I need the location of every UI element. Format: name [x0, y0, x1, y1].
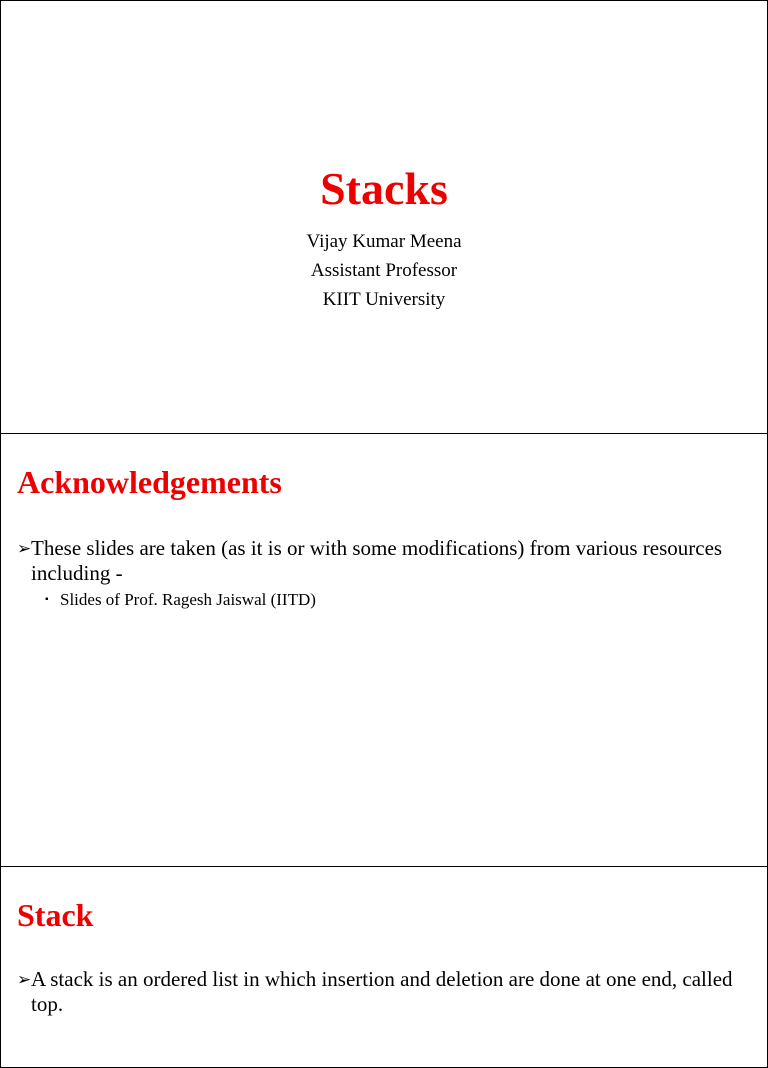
- slide-title: Stacks: [320, 163, 448, 214]
- arrow-bullet-icon: ➢: [17, 970, 32, 989]
- bullet-text: A stack is an ordered list in which insertion and deletion are done at one end, called top.: [31, 967, 733, 1016]
- acknowledgements-slide: [0, 433, 768, 867]
- list-item: [17, 967, 751, 1017]
- sub-bullet-text: Slides of Prof. Ragesh Jaiswal (IITD): [60, 590, 316, 609]
- list-item: [17, 536, 751, 611]
- author-affiliation: KIIT University: [322, 289, 446, 310]
- bullet-list: [17, 967, 751, 1017]
- title-slide: [0, 0, 768, 434]
- author-info: [1, 227, 767, 314]
- author-name: Vijay Kumar Meena: [306, 231, 462, 252]
- bullet-text: These slides are taken (as it is or with some modifications) from various resources including -: [31, 536, 723, 585]
- square-bullet-icon: ▪: [45, 594, 49, 605]
- slide-title: Acknowledgements: [17, 464, 282, 500]
- bullet-list: [17, 536, 751, 611]
- stack-slide: [0, 866, 768, 1068]
- list-item: [31, 589, 751, 611]
- sub-bullet-list: [31, 589, 751, 611]
- author-position: Assistant Professor: [310, 260, 458, 281]
- slide-title: Stack: [17, 897, 94, 933]
- arrow-bullet-icon: ➢: [17, 539, 32, 558]
